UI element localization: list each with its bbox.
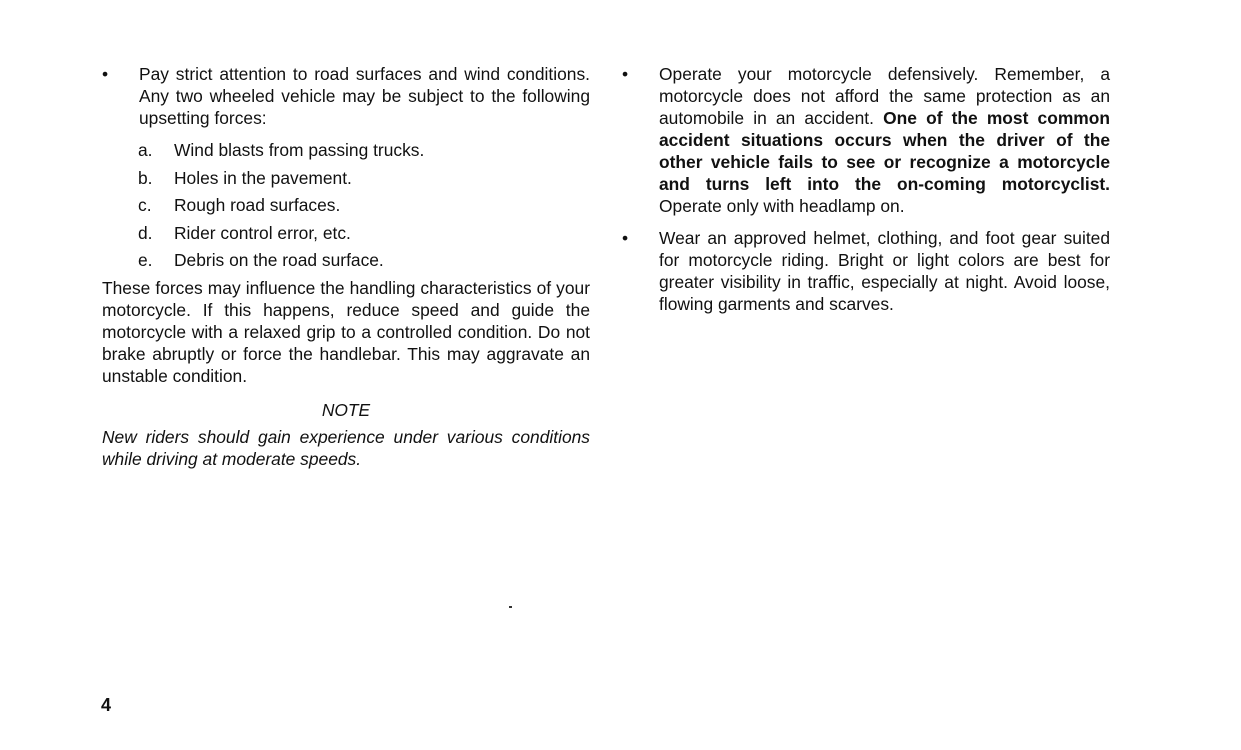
left-column — [102, 63, 590, 470]
list-item-letter: e. — [138, 250, 153, 270]
list-item-text: Holes in the pavement. — [174, 167, 352, 188]
defensive-riding-bullet — [622, 63, 1110, 217]
accident-warning-text: One of the most common accident situations occurs when the driver of the other vehicle fails to see or recognize a motorcycle and turns left into the on-coming motorcyclist. — [659, 108, 1110, 194]
protective-gear-bullet — [622, 227, 1110, 315]
list-item — [102, 167, 590, 195]
list-item — [102, 249, 590, 277]
list-item-letter: d. — [138, 222, 153, 243]
upsetting-forces-list — [102, 139, 590, 277]
protective-gear-text: Wear an approved helmet, clothing, and foot gear suited for motorcycle riding. Bright or light colors are best for greater visibility in traffic, especially at night. Avoid loose, flowing garments and scarves. — [659, 228, 1110, 314]
right-column — [622, 63, 1110, 315]
note-text: New riders should gain experience under various conditions while driving at moderate speeds. — [102, 426, 590, 469]
list-item-text: Rider control error, etc. — [174, 222, 351, 243]
handling-paragraph: These forces may influence the handling characteristics of your motorcycle. If this happens, reduce speed and guide the motorcycle with a relaxed grip to a controlled condition. Do not brake abruptly or force the handlebar. This may aggravate an unstable condition. — [102, 277, 590, 386]
note-heading: NOTE — [321, 399, 371, 420]
list-item-letter: b. — [138, 167, 153, 188]
list-item-letter: c. — [138, 195, 152, 215]
list-item-text: Wind blasts from passing trucks. — [174, 140, 425, 160]
page-number: 4 — [101, 695, 112, 715]
road-conditions-text: Pay strict attention to road surfaces and wind conditions. Any two wheeled vehicle may be subject to the following upsetting forces: — [139, 64, 590, 128]
list-item-text: Debris on the road surface. — [174, 250, 384, 270]
scan-speck — [509, 606, 512, 608]
defensive-riding-text: Operate your motorcycle defensively. Remember, a motorcycle does not afford the same protection as an automobile in an accident. — [659, 64, 1110, 128]
bullet-glyph: • — [622, 64, 629, 84]
list-item — [102, 222, 590, 250]
bullet-glyph: • — [622, 228, 629, 248]
list-item — [102, 139, 590, 167]
spacer — [622, 217, 1110, 227]
list-item — [102, 194, 590, 222]
list-item-text: Rough road surfaces. — [174, 195, 341, 215]
list-item-letter: a. — [138, 140, 153, 160]
road-conditions-bullet — [102, 63, 590, 129]
bullet-glyph: • — [102, 64, 109, 84]
headlamp-text: Operate only with headlamp on. — [659, 196, 905, 216]
